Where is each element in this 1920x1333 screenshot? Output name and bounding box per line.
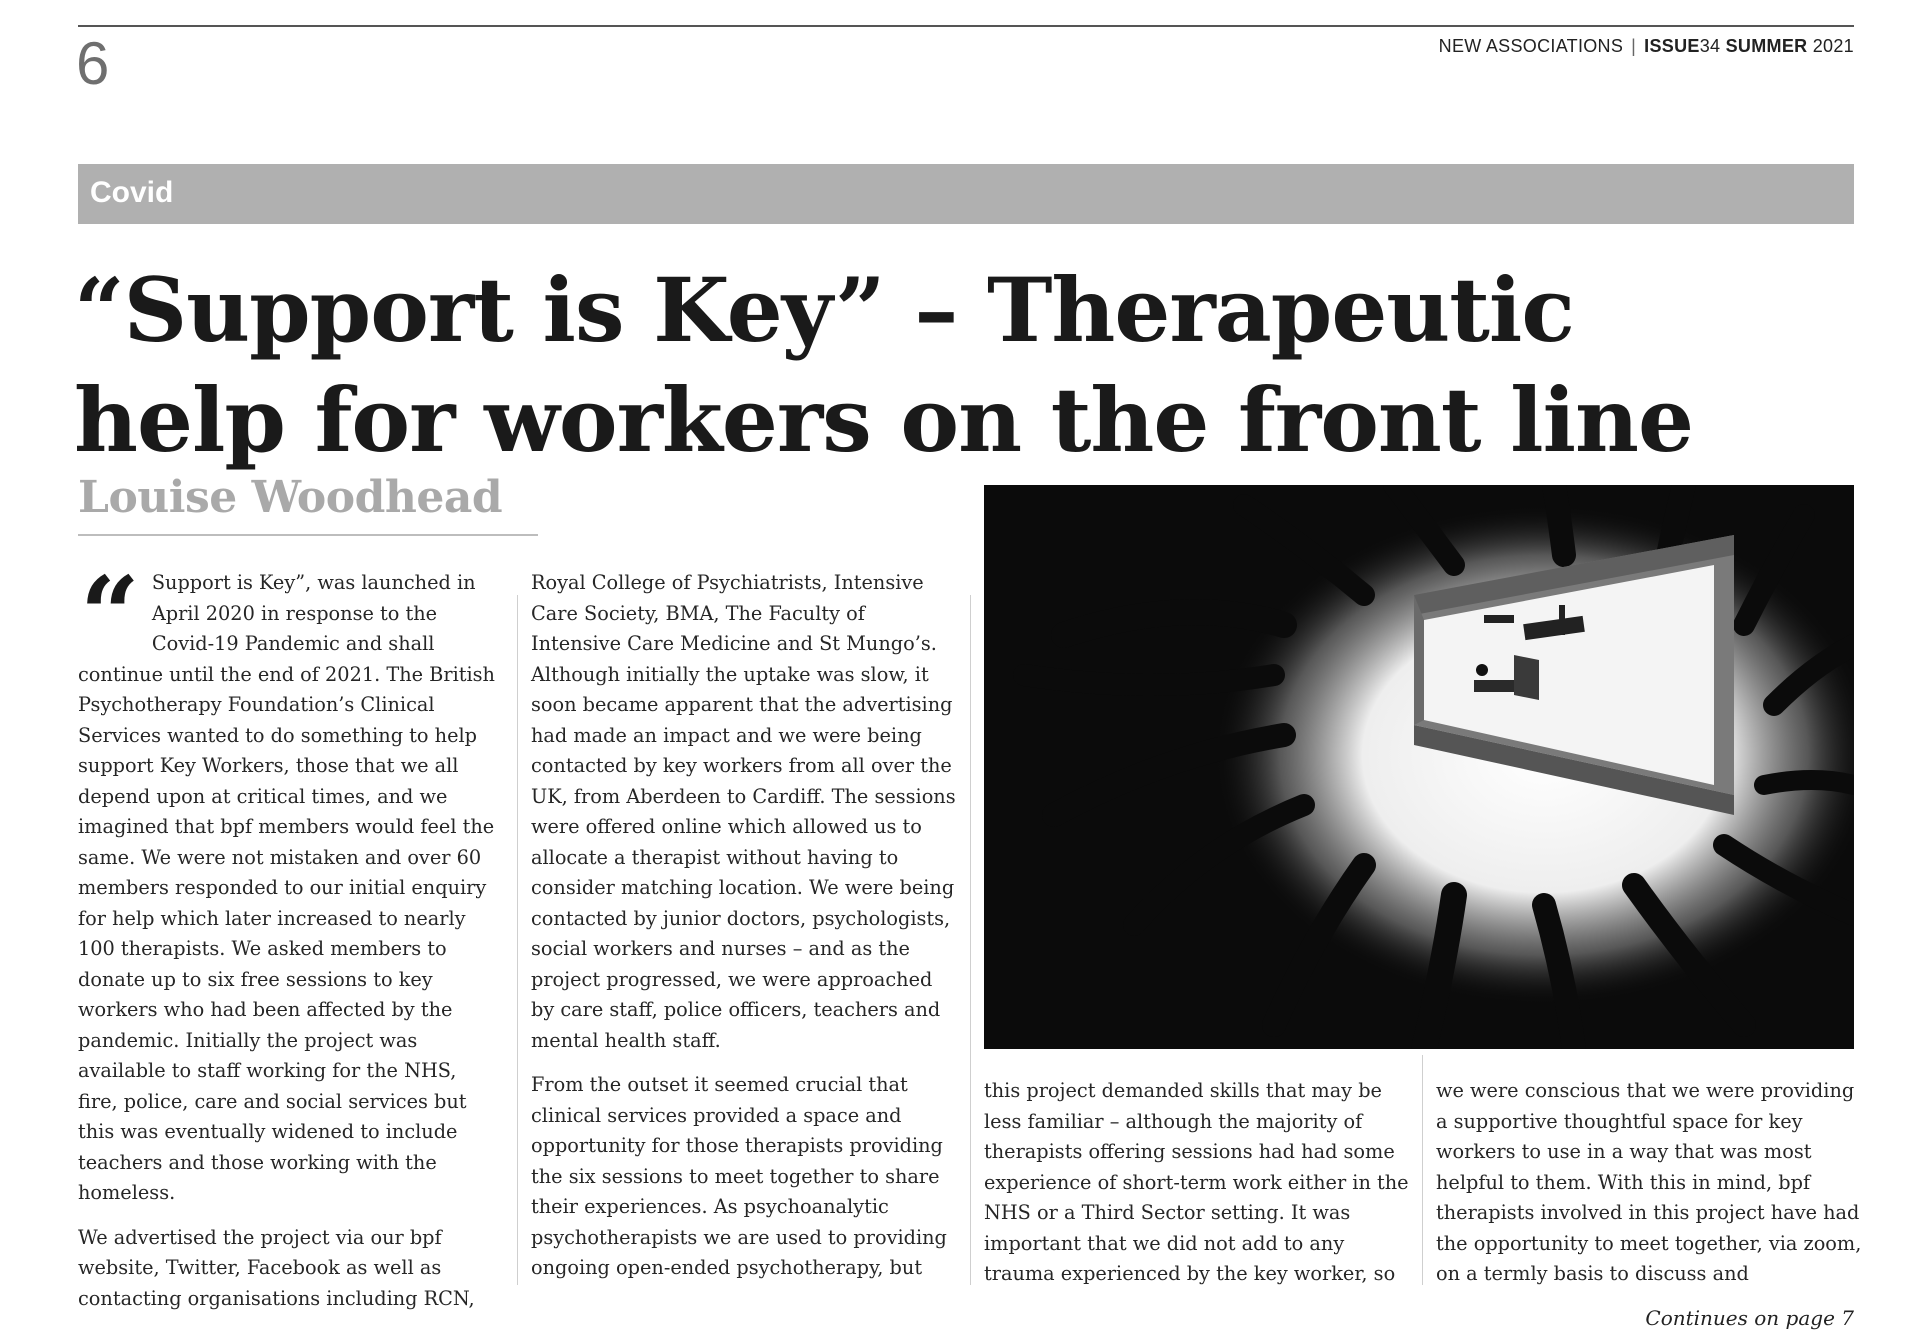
headline-line-2: help for workers on the front line [74,368,1694,472]
article-column-1 [78,553,498,1328]
continues-note: Continues on page 7 [1645,1306,1854,1330]
author-rule [78,534,538,536]
section-bar [78,164,1854,224]
drop-quote-mark: “ [80,553,140,676]
headline [74,255,1874,475]
issue-label: ISSUE [1644,36,1700,56]
year: 2021 [1812,36,1854,56]
paragraph: From the outset it seemed crucial that clinical services provided a space and opportunity for those therapists providing the six sessions to meet together to share their experiences. As psychoanalytic psychotherapists we are used to providing ongoing open-ended psychotherapy, but [531,1073,947,1279]
article-column-2 [531,568,957,1298]
page-number: 6 [76,30,110,97]
season: SUMMER [1725,36,1808,56]
article-column-3 [984,1076,1410,1304]
paragraph [78,553,498,1209]
article-column-4 [1436,1076,1862,1304]
masthead-separator: | [1631,36,1637,56]
article-illustration [984,485,1854,1049]
paragraph: Royal College of Psychiatrists, Intensive Care Society, BMA, The Faculty of Intensive Care Medicine and St Mungo’s. Although initially the uptake was slow, it soon became apparent that the advertising had made an impact and we were being contacted by key workers from all over the UK, from Aberdeen to Cardiff. The sessions were offered online which allowed us to allocate a therapist without having to consider matching location. We were being contacted by junior doctors, psychologists, social workers and nurses – and as the project progressed, we were approached by care staff, police officers, teachers and mental health staff. [531,571,956,1052]
paragraph-text: Support is Key”, was launched in April 2020 in response to the Covid-19 Pandemic and shall continue until the end of 2021. The British Psychotherapy Foundation’s Clinical Services wanted to do something to help support Key Workers, those that we all depend upon at critical times, and we imagined that bpf members would feel the same. We were not mistaken and over 60 members responded to our initial enquiry for help which later increased to nearly 100 therapists. We asked members to donate up to six free sessions to key workers who had been affected by the pandemic. Initially the project was available to staff working for the NHS, fire, police, care and social services but this was eventually widened to include teachers and those working with the homeless. [78,571,495,1204]
headline-line-1: “Support is Key” – Therapeutic [74,258,1574,362]
column-divider-2 [970,595,971,1285]
author-byline: Louise Woodhead [78,472,503,523]
issue-number: 34 [1699,36,1721,56]
publication-name: NEW ASSOCIATIONS [1438,36,1624,56]
paragraph: this project demanded skills that may be less familiar – although the majority of therapists offering sessions had had some experience of short-term work either in the NHS or a Third Sector setting. It was important that we did not add to any trauma experienced by the key worker, so [984,1079,1409,1285]
paragraph: We advertised the project via our bpf website, Twitter, Facebook as well as contacting organisations including RCN, [78,1225,475,1310]
paragraph: we were conscious that we were providing a supportive thoughtful space for key workers to use in a way that was most helpful to them. With this in mind, bpf therapists involved in this project have had the opportunity to meet together, via zoom, on a termly basis to discuss and [1436,1079,1862,1285]
section-label: Covid [90,176,174,209]
column-divider-3 [1422,1055,1423,1285]
header-rule [78,25,1854,27]
masthead [1439,36,1854,57]
column-divider-1 [517,595,518,1285]
therapy-room-illustration [984,485,1854,1049]
